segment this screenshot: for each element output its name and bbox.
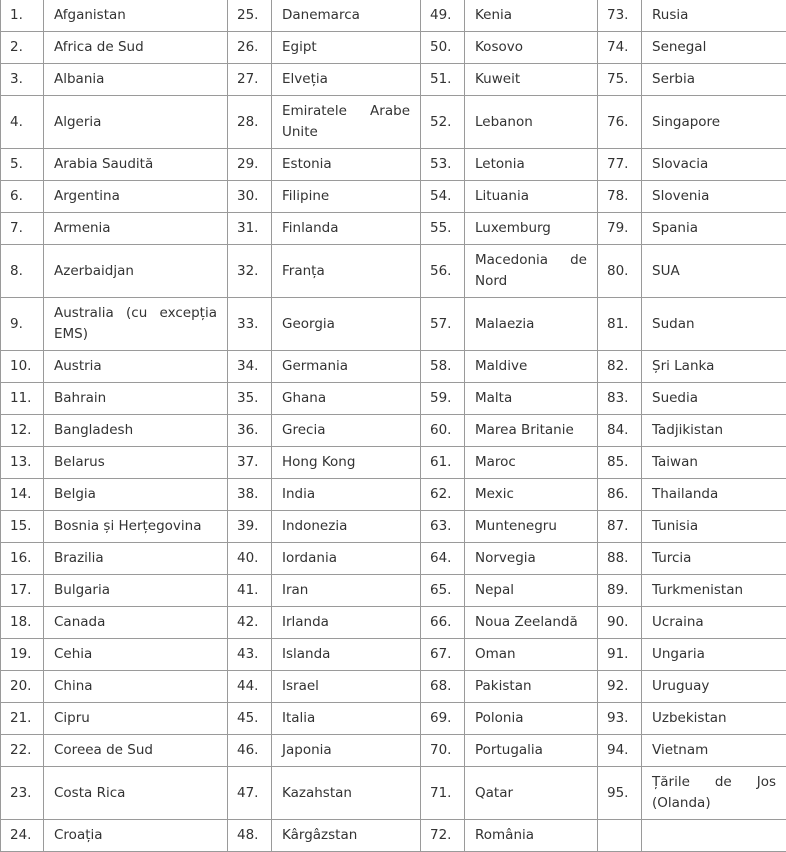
row-number: 8. (1, 245, 44, 298)
row-number: 69. (421, 703, 465, 735)
row-number: 51. (421, 64, 465, 96)
row-number: 10. (1, 351, 44, 383)
row-number: 87. (598, 511, 642, 543)
row-number: 32. (228, 245, 272, 298)
row-number (598, 820, 642, 852)
country-name: Elveția (272, 64, 421, 96)
country-name: Bulgaria (44, 575, 228, 607)
table-row (1, 639, 786, 671)
row-number: 57. (421, 298, 465, 351)
country-name: Turkmenistan (642, 575, 786, 607)
country-name: Polonia (465, 703, 598, 735)
table-row (1, 447, 786, 479)
row-number: 31. (228, 213, 272, 245)
row-number: 66. (421, 607, 465, 639)
row-number: 20. (1, 671, 44, 703)
country-name: Muntenegru (465, 511, 598, 543)
countries-table-body (1, 0, 786, 852)
row-number: 41. (228, 575, 272, 607)
row-number: 94. (598, 735, 642, 767)
country-name: Afganistan (44, 0, 228, 32)
row-number: 2. (1, 32, 44, 64)
country-name: Ungaria (642, 639, 786, 671)
country-name: Arabia Saudită (44, 149, 228, 181)
row-number: 11. (1, 383, 44, 415)
country-name: Kârgâzstan (272, 820, 421, 852)
row-number: 12. (1, 415, 44, 447)
row-number: 70. (421, 735, 465, 767)
country-name: Suedia (642, 383, 786, 415)
row-number: 13. (1, 447, 44, 479)
row-number: 86. (598, 479, 642, 511)
country-name: Grecia (272, 415, 421, 447)
country-name: Belarus (44, 447, 228, 479)
row-number: 53. (421, 149, 465, 181)
country-name: Estonia (272, 149, 421, 181)
table-row (1, 703, 786, 735)
country-name: Finlanda (272, 213, 421, 245)
country-name: Bosnia și Herțegovina (44, 511, 228, 543)
country-name (642, 820, 786, 852)
row-number: 30. (228, 181, 272, 213)
table-row (1, 415, 786, 447)
country-name: Letonia (465, 149, 598, 181)
country-name: Canada (44, 607, 228, 639)
country-name: Rusia (642, 0, 786, 32)
country-name: Cehia (44, 639, 228, 671)
table-row (1, 671, 786, 703)
country-name: India (272, 479, 421, 511)
country-name: Serbia (642, 64, 786, 96)
country-name: Indonezia (272, 511, 421, 543)
row-number: 85. (598, 447, 642, 479)
country-name: Maroc (465, 447, 598, 479)
table-row (1, 543, 786, 575)
row-number: 43. (228, 639, 272, 671)
row-number: 21. (1, 703, 44, 735)
row-number: 16. (1, 543, 44, 575)
table-row (1, 181, 786, 213)
row-number: 60. (421, 415, 465, 447)
country-name: Germania (272, 351, 421, 383)
table-row (1, 0, 786, 32)
country-name: Țările de Jos (Olanda) (642, 767, 786, 820)
row-number: 91. (598, 639, 642, 671)
row-number: 4. (1, 96, 44, 149)
country-name: Brazilia (44, 543, 228, 575)
row-number: 6. (1, 181, 44, 213)
row-number: 27. (228, 64, 272, 96)
country-name: Coreea de Sud (44, 735, 228, 767)
country-name: Franța (272, 245, 421, 298)
row-number: 81. (598, 298, 642, 351)
row-number: 79. (598, 213, 642, 245)
country-name: Marea Britanie (465, 415, 598, 447)
country-name: Uzbekistan (642, 703, 786, 735)
country-name: Bahrain (44, 383, 228, 415)
country-name: Belgia (44, 479, 228, 511)
country-name: Islanda (272, 639, 421, 671)
table-row (1, 607, 786, 639)
country-name: Azerbaidjan (44, 245, 228, 298)
row-number: 58. (421, 351, 465, 383)
row-number: 40. (228, 543, 272, 575)
table-row (1, 213, 786, 245)
row-number: 67. (421, 639, 465, 671)
country-name: Șri Lanka (642, 351, 786, 383)
country-name: Argentina (44, 181, 228, 213)
country-name: Macedonia de Nord (465, 245, 598, 298)
row-number: 1. (1, 0, 44, 32)
row-number: 24. (1, 820, 44, 852)
row-number: 33. (228, 298, 272, 351)
row-number: 48. (228, 820, 272, 852)
row-number: 42. (228, 607, 272, 639)
table-row (1, 820, 786, 852)
table-row (1, 96, 786, 149)
row-number: 89. (598, 575, 642, 607)
row-number: 88. (598, 543, 642, 575)
country-name: Senegal (642, 32, 786, 64)
row-number: 35. (228, 383, 272, 415)
country-name: SUA (642, 245, 786, 298)
country-name: Singapore (642, 96, 786, 149)
row-number: 15. (1, 511, 44, 543)
row-number: 61. (421, 447, 465, 479)
country-name: Oman (465, 639, 598, 671)
country-name: Kazahstan (272, 767, 421, 820)
row-number: 47. (228, 767, 272, 820)
country-name: Israel (272, 671, 421, 703)
country-name: Turcia (642, 543, 786, 575)
row-number: 22. (1, 735, 44, 767)
row-number: 72. (421, 820, 465, 852)
country-name: Danemarca (272, 0, 421, 32)
country-name: Iran (272, 575, 421, 607)
country-name: Slovenia (642, 181, 786, 213)
row-number: 92. (598, 671, 642, 703)
country-name: Iordania (272, 543, 421, 575)
country-name: Pakistan (465, 671, 598, 703)
row-number: 68. (421, 671, 465, 703)
row-number: 83. (598, 383, 642, 415)
country-name: Kuweit (465, 64, 598, 96)
row-number: 90. (598, 607, 642, 639)
country-name: Austria (44, 351, 228, 383)
country-name: Albania (44, 64, 228, 96)
table-row (1, 245, 786, 298)
country-name: Maldive (465, 351, 598, 383)
country-name: Hong Kong (272, 447, 421, 479)
country-name: Emiratele Arabe Unite (272, 96, 421, 149)
row-number: 80. (598, 245, 642, 298)
country-name: Spania (642, 213, 786, 245)
country-name: Malaezia (465, 298, 598, 351)
country-name: Nepal (465, 575, 598, 607)
row-number: 50. (421, 32, 465, 64)
country-name: Egipt (272, 32, 421, 64)
country-name: Slovacia (642, 149, 786, 181)
country-name: Lebanon (465, 96, 598, 149)
row-number: 63. (421, 511, 465, 543)
country-name: Armenia (44, 213, 228, 245)
row-number: 77. (598, 149, 642, 181)
country-name: Norvegia (465, 543, 598, 575)
row-number: 5. (1, 149, 44, 181)
country-name: Portugalia (465, 735, 598, 767)
country-name: Mexic (465, 479, 598, 511)
country-name: Georgia (272, 298, 421, 351)
row-number: 84. (598, 415, 642, 447)
row-number: 37. (228, 447, 272, 479)
table-row (1, 735, 786, 767)
country-name: Tunisia (642, 511, 786, 543)
row-number: 65. (421, 575, 465, 607)
row-number: 7. (1, 213, 44, 245)
country-name: China (44, 671, 228, 703)
table-row (1, 32, 786, 64)
row-number: 93. (598, 703, 642, 735)
table-row (1, 298, 786, 351)
table-row (1, 351, 786, 383)
country-name: Japonia (272, 735, 421, 767)
row-number: 18. (1, 607, 44, 639)
country-name: Ghana (272, 383, 421, 415)
table-row (1, 479, 786, 511)
row-number: 52. (421, 96, 465, 149)
row-number: 76. (598, 96, 642, 149)
country-name: Lituania (465, 181, 598, 213)
table-row (1, 575, 786, 607)
country-name: Noua Zeelandă (465, 607, 598, 639)
table-row (1, 511, 786, 543)
row-number: 45. (228, 703, 272, 735)
row-number: 82. (598, 351, 642, 383)
row-number: 74. (598, 32, 642, 64)
row-number: 14. (1, 479, 44, 511)
country-name: Cipru (44, 703, 228, 735)
country-name: Italia (272, 703, 421, 735)
country-name: Australia (cu excepția EMS) (44, 298, 228, 351)
row-number: 36. (228, 415, 272, 447)
country-name: Ucraina (642, 607, 786, 639)
table-row (1, 64, 786, 96)
row-number: 54. (421, 181, 465, 213)
row-number: 23. (1, 767, 44, 820)
row-number: 59. (421, 383, 465, 415)
row-number: 95. (598, 767, 642, 820)
country-name: Sudan (642, 298, 786, 351)
country-name: Croația (44, 820, 228, 852)
country-name: Bangladesh (44, 415, 228, 447)
row-number: 55. (421, 213, 465, 245)
row-number: 39. (228, 511, 272, 543)
row-number: 29. (228, 149, 272, 181)
row-number: 3. (1, 64, 44, 96)
row-number: 17. (1, 575, 44, 607)
row-number: 73. (598, 0, 642, 32)
country-name: Luxemburg (465, 213, 598, 245)
country-name: România (465, 820, 598, 852)
row-number: 28. (228, 96, 272, 149)
row-number: 56. (421, 245, 465, 298)
country-name: Algeria (44, 96, 228, 149)
row-number: 46. (228, 735, 272, 767)
row-number: 64. (421, 543, 465, 575)
row-number: 38. (228, 479, 272, 511)
country-name: Kosovo (465, 32, 598, 64)
country-name: Tadjikistan (642, 415, 786, 447)
row-number: 34. (228, 351, 272, 383)
country-name: Costa Rica (44, 767, 228, 820)
table-row (1, 383, 786, 415)
country-name: Vietnam (642, 735, 786, 767)
country-name: Africa de Sud (44, 32, 228, 64)
country-name: Uruguay (642, 671, 786, 703)
row-number: 62. (421, 479, 465, 511)
row-number: 78. (598, 181, 642, 213)
table-row (1, 767, 786, 820)
country-name: Taiwan (642, 447, 786, 479)
country-name: Malta (465, 383, 598, 415)
row-number: 44. (228, 671, 272, 703)
row-number: 71. (421, 767, 465, 820)
row-number: 26. (228, 32, 272, 64)
country-name: Irlanda (272, 607, 421, 639)
country-name: Qatar (465, 767, 598, 820)
table-row (1, 149, 786, 181)
country-name: Kenia (465, 0, 598, 32)
country-name: Filipine (272, 181, 421, 213)
row-number: 49. (421, 0, 465, 32)
row-number: 25. (228, 0, 272, 32)
country-name: Thailanda (642, 479, 786, 511)
row-number: 19. (1, 639, 44, 671)
row-number: 9. (1, 298, 44, 351)
row-number: 75. (598, 64, 642, 96)
